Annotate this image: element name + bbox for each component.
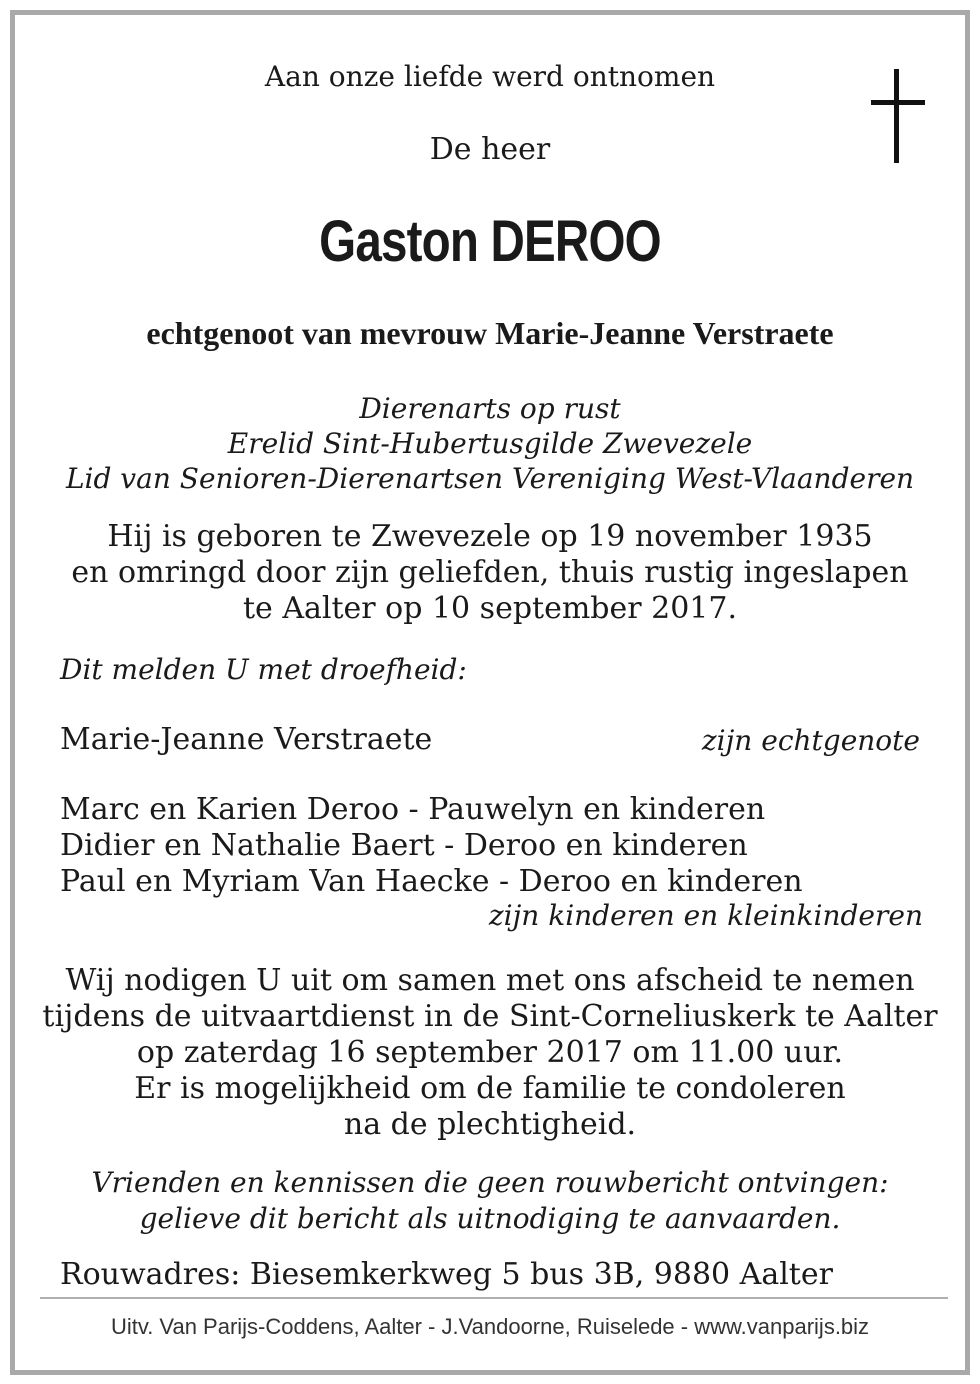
role-line: Dierenarts op rust: [359, 392, 621, 425]
opening-line: Aan onze liefde werd ontnomen: [264, 60, 716, 93]
child-line: Didier en Nathalie Baert - Deroo en kinderen: [60, 828, 748, 863]
deceased-name: Gaston DEROO: [319, 209, 661, 274]
closing-note-line: Vrienden en kennissen die geen rouwbericht ontvingen:: [91, 1166, 889, 1199]
invitation-line: op zaterdag 16 september 2017 om 11.00 uur.: [136, 1035, 844, 1070]
invitation-line: na de plechtigheid.: [343, 1107, 637, 1142]
closing-note-line: gelieve dit bericht als uitnodiging te aanvaarden.: [139, 1202, 841, 1235]
spouse-line: echtgenoot van mevrouw Marie-Jeanne Verstraete: [146, 315, 834, 351]
cross-icon-bar: [871, 100, 925, 105]
title-prefix: De heer: [429, 132, 551, 167]
birth-death-line: te Aalter op 10 september 2017.: [242, 591, 738, 626]
address-line: Rouwadres: Biesemkerkweg 5 bus 3B, 9880 Aalter: [60, 1257, 833, 1292]
children-relation: zijn kinderen en kleinkinderen: [488, 899, 923, 932]
invitation-line: tijdens de uitvaartdienst in de Sint-Corneliuskerk te Aalter: [42, 999, 938, 1034]
announce-intro: Dit melden U met droefheid:: [60, 653, 467, 686]
child-line: Paul en Myriam Van Haecke - Deroo en kinderen: [60, 864, 803, 899]
footer-divider: [40, 1297, 948, 1299]
death-notice: [10, 10, 970, 1375]
spouse-relation: zijn echtgenote: [701, 724, 920, 757]
invitation-line: Wij nodigen U uit om samen met ons afscheid te nemen: [65, 963, 915, 998]
birth-death-line: en omringd door zijn geliefden, thuis rustig ingeslapen: [71, 555, 909, 590]
child-line: Marc en Karien Deroo - Pauwelyn en kinderen: [60, 792, 766, 827]
role-line: Lid van Senioren-Dierenartsen Vereniging West-Vlaanderen: [65, 462, 915, 495]
spouse-name: Marie-Jeanne Verstraete: [60, 722, 433, 757]
birth-death-line: Hij is geboren te Zwevezele op 19 november 1935: [107, 519, 873, 554]
role-line: Erelid Sint-Hubertusgilde Zwevezele: [227, 427, 753, 460]
invitation-line: Er is mogelijkheid om de familie te condoleren: [134, 1071, 846, 1106]
deceased-name-wrap: [15, 209, 965, 274]
footer-credit: Uitv. Van Parijs-Coddens, Aalter - J.Vandoorne, Ruiselede - www.vanparijs.biz: [110, 1314, 870, 1339]
